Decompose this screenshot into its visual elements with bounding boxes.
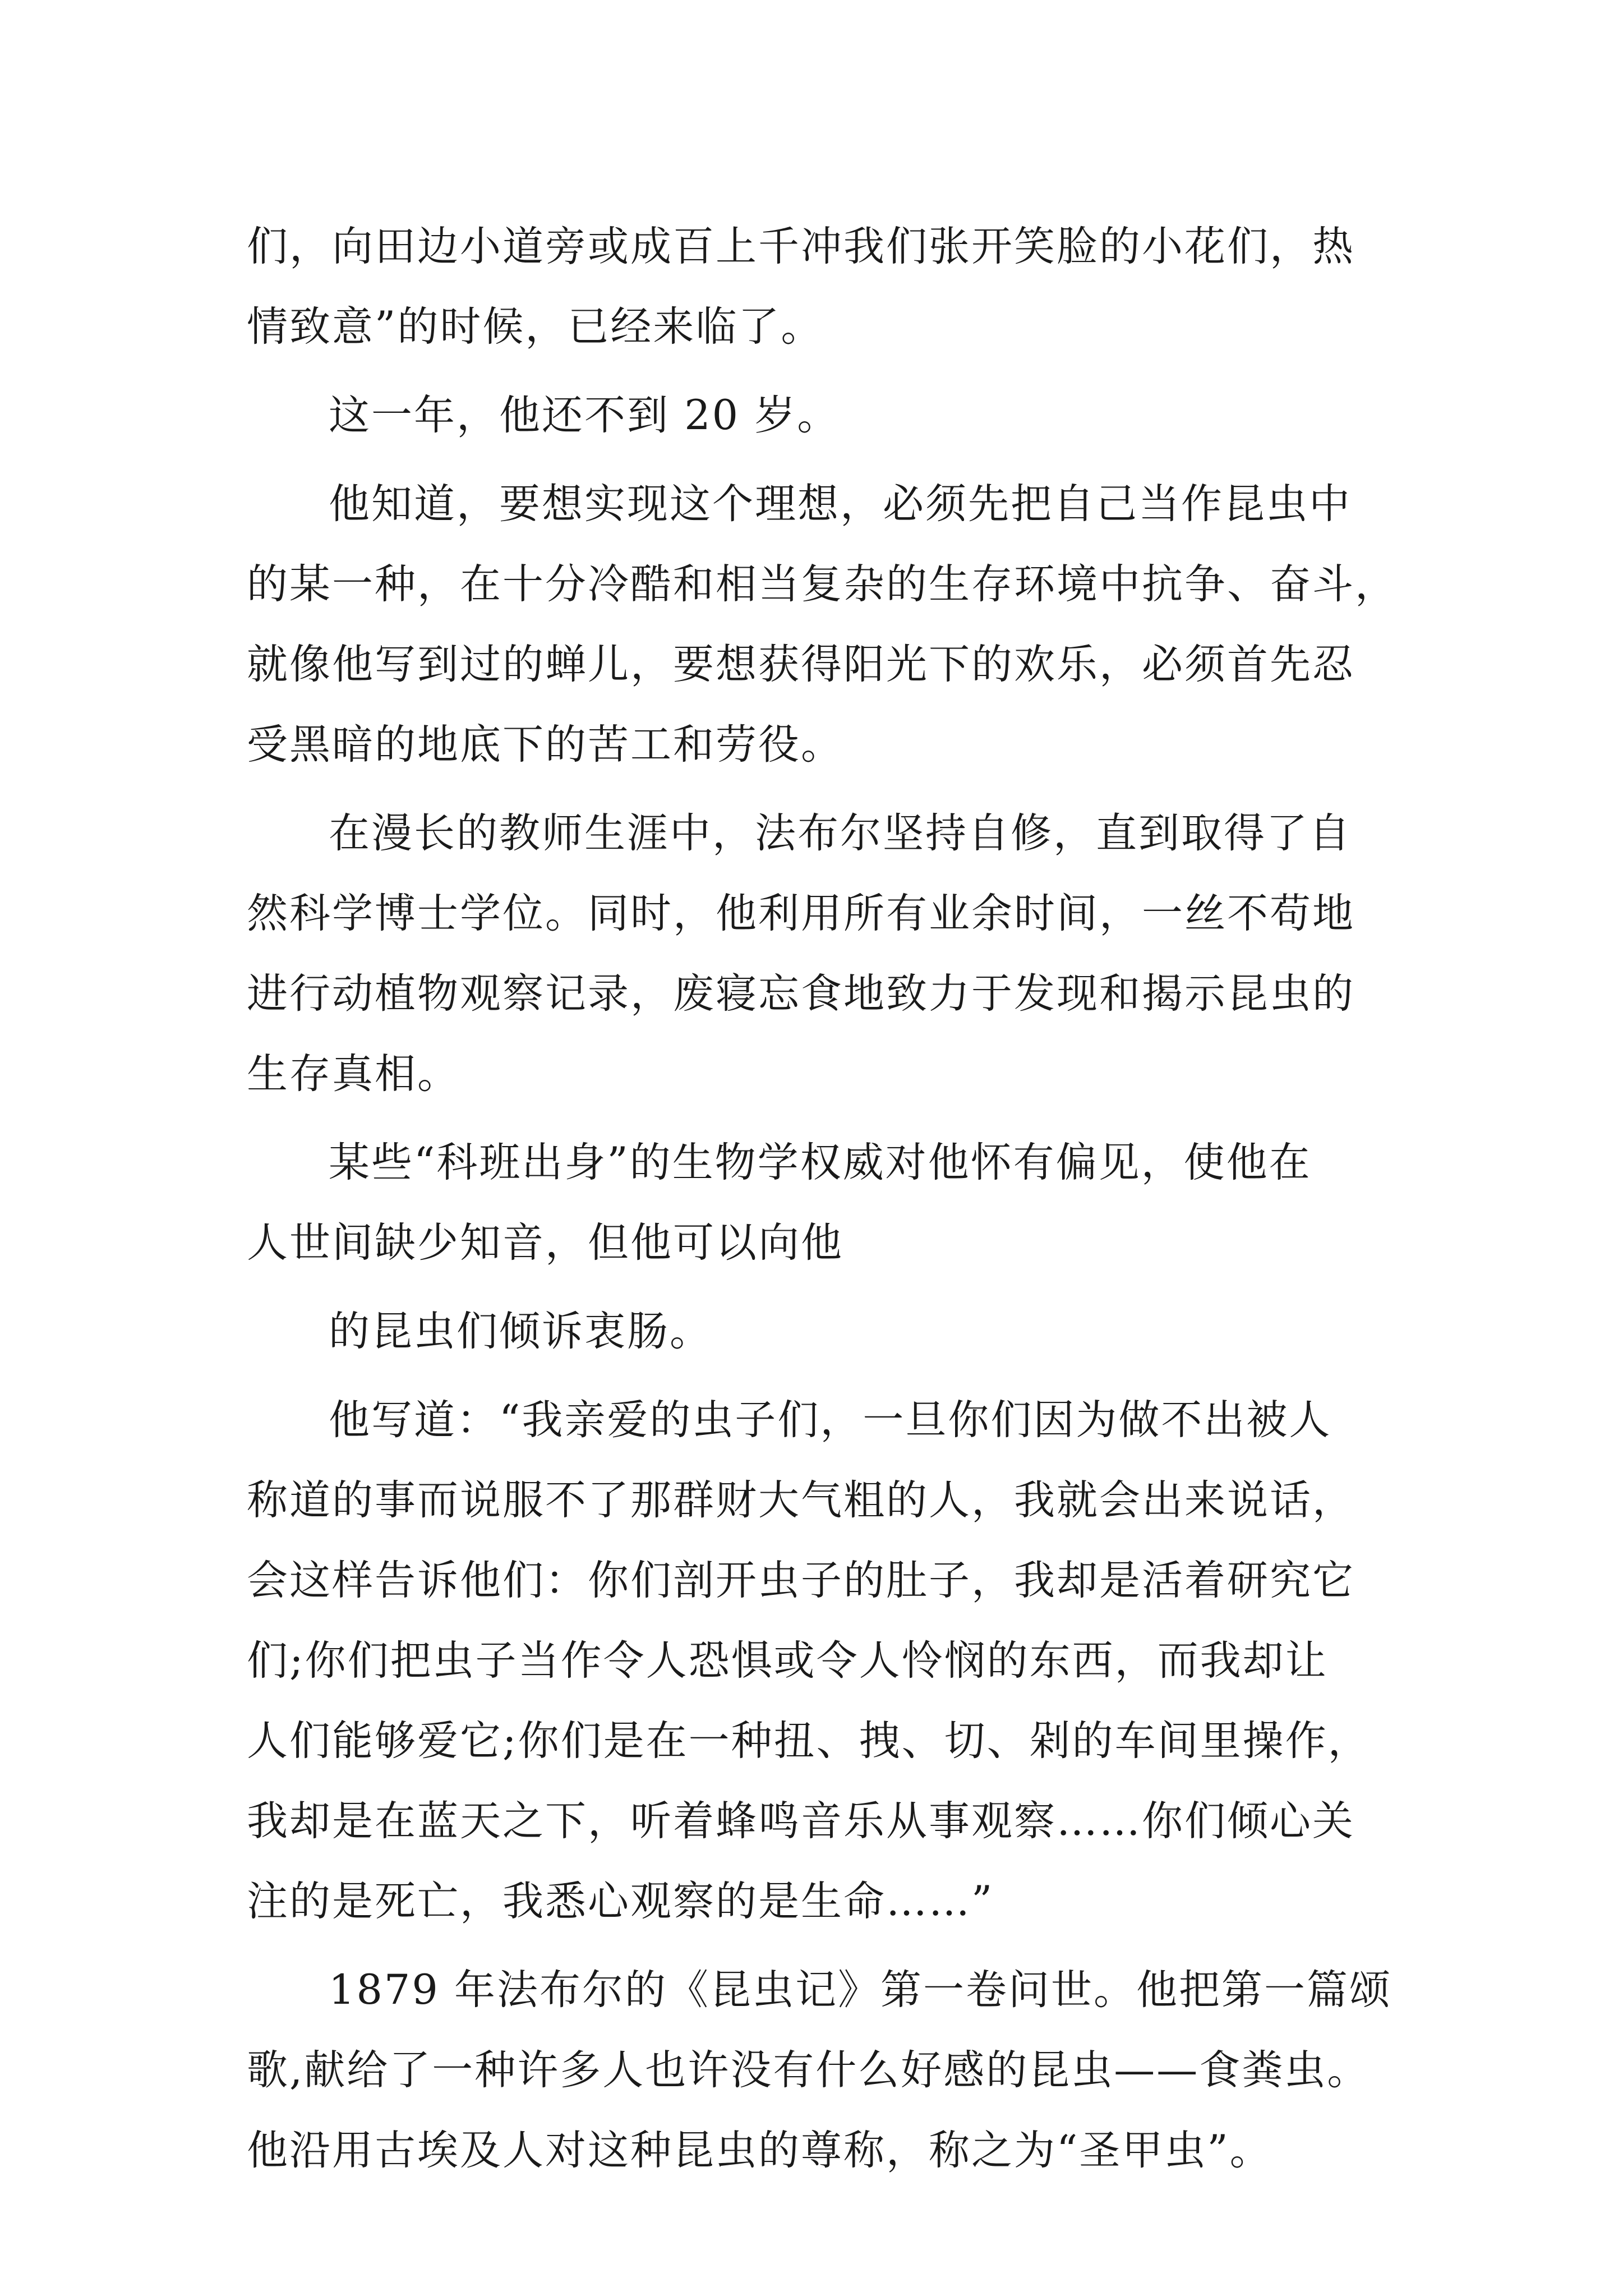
text-line: 他沿用古埃及人对这种昆虫的尊称，称之为“圣甲虫”。 bbox=[247, 2127, 1272, 2174]
text-line: 进行动植物观察记录，废寝忘食地致力于发现和揭示昆虫的 bbox=[247, 970, 1355, 1018]
text-line: 歌,献给了一种许多人也许没有什么好感的昆虫——食粪虫。 bbox=[247, 2046, 1370, 2094]
text-line: 们;你们把虫子当作令人恐惧或令人怜悯的东西，而我却让 bbox=[247, 1637, 1328, 1685]
text-line: 在漫长的教师生涯中，法布尔坚持自修，直到取得了自 bbox=[329, 809, 1352, 857]
text-line: 这一年，他还不到 20 岁。 bbox=[329, 392, 840, 439]
text-line: 他写道：“我亲爱的虫子们，一旦你们因为做不出被人 bbox=[329, 1396, 1332, 1444]
text-line: 的昆虫们倾诉衷肠。 bbox=[329, 1308, 712, 1355]
text-line: 人世间缺少知音，但他可以向他 bbox=[247, 1219, 843, 1267]
text-line: 某些“科班出身”的生物学权威对他怀有偏见，使他在 bbox=[329, 1139, 1312, 1186]
text-line: 们，向田边小道旁或成百上千冲我们张开笑脸的小花们，热 bbox=[247, 223, 1355, 270]
text-line: 生存真相。 bbox=[247, 1050, 460, 1098]
text-line: 称道的事而说服不了那群财大气粗的人，我就会出来说话， bbox=[247, 1476, 1355, 1524]
text-line: 会这样告诉他们：你们剖开虫子的肚子，我却是活着研究它 bbox=[247, 1557, 1355, 1604]
text-line: 情致意”的时候，已经来临了。 bbox=[247, 303, 824, 351]
text-line: 他知道，要想实现这个理想，必须先把自己当作昆虫中 bbox=[329, 480, 1352, 528]
text-line: 的某一种，在十分冷酷和相当复杂的生存环境中抗争、奋斗， bbox=[247, 560, 1398, 608]
text-line: 受黑暗的地底下的苦工和劳役。 bbox=[247, 721, 843, 769]
text-line: 1879 年法布尔的《昆虫记》第一卷问世。他把第一篇颂 bbox=[329, 1966, 1392, 2014]
text-line: 注的是死亡，我悉心观察的是生命……” bbox=[247, 1878, 994, 1925]
text-line: 然科学博士学位。同时，他利用所有业余时间，一丝不苟地 bbox=[247, 890, 1355, 937]
text-line: 我却是在蓝天之下，听着蜂鸣音乐从事观察……你们倾心关 bbox=[247, 1797, 1355, 1845]
text-line: 就像他写到过的蝉儿，要想获得阳光下的欢乐，必须首先忍 bbox=[247, 641, 1355, 688]
text-line: 人们能够爱它;你们是在一种扭、拽、切、剁的车间里操作， bbox=[247, 1717, 1371, 1765]
body-text bbox=[247, 206, 1398, 2191]
